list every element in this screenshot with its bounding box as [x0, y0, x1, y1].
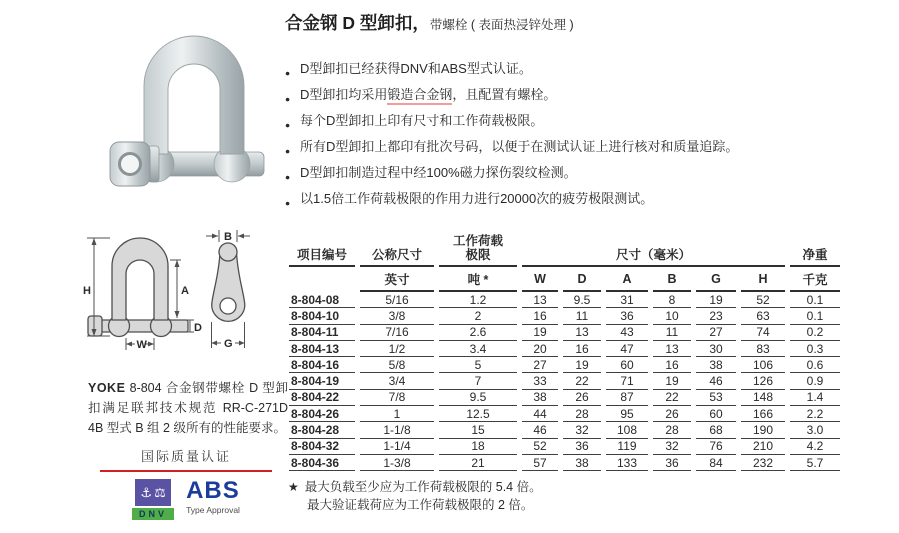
- dimension-diagram: [82, 222, 258, 358]
- feature-text: ，且配置有螺栓。: [452, 87, 557, 102]
- table-row: [289, 390, 840, 406]
- col-wll-line1: 工作荷载: [452, 234, 503, 248]
- spec-cell: 16: [653, 357, 691, 373]
- col-ton: 吨 *: [439, 267, 517, 292]
- page-title: [285, 10, 574, 35]
- spec-cell: 36: [653, 455, 691, 471]
- dim-label-w: W: [136, 339, 147, 351]
- spec-cell: 19: [563, 357, 601, 373]
- spec-cell: 5/8: [360, 357, 434, 373]
- dim-label-a: A: [181, 285, 189, 297]
- dim-label-d: D: [194, 322, 202, 334]
- spec-cell: 60: [606, 357, 648, 373]
- col-net-weight: 净重: [790, 234, 840, 267]
- item-no-cell: 8-804-11: [289, 325, 355, 341]
- spec-cell: 28: [563, 406, 601, 422]
- spec-cell: 46: [696, 373, 736, 389]
- spec-table-wrapper: [284, 234, 845, 471]
- spec-cell: 9.5: [563, 292, 601, 308]
- spec-cell: 71: [606, 373, 648, 389]
- shackle-photo: [108, 14, 272, 216]
- spec-cell: 84: [696, 455, 736, 471]
- spec-cell: 32: [563, 422, 601, 438]
- spec-cell: 0.6: [790, 357, 840, 373]
- spec-cell: 0.1: [790, 308, 840, 324]
- spec-cell: 95: [606, 406, 648, 422]
- spec-cell: 36: [563, 439, 601, 455]
- item-no-cell: 8-804-13: [289, 341, 355, 357]
- spec-cell: 15: [439, 422, 517, 438]
- footnotes: [288, 478, 542, 514]
- spec-cell: 52: [741, 292, 785, 308]
- spec-cell: 11: [653, 325, 691, 341]
- footnote-line1: [288, 478, 542, 496]
- spec-cell: 0.9: [790, 373, 840, 389]
- spec-cell: 76: [696, 439, 736, 455]
- spec-cell: 210: [741, 439, 785, 455]
- spec-cell: 3.4: [439, 341, 517, 357]
- col-wll: [439, 234, 517, 267]
- spec-cell: 3/4: [360, 373, 434, 389]
- feature-list: [285, 61, 885, 217]
- dnv-logo: [132, 479, 174, 520]
- spec-cell: 21: [439, 455, 517, 471]
- item-no-cell: 8-804-08: [289, 292, 355, 308]
- spec-cell: 1/2: [360, 341, 434, 357]
- spec-cell: 3/8: [360, 308, 434, 324]
- spec-cell: 148: [741, 390, 785, 406]
- footnote-line2: 最大验证载荷应为工作荷载极限的 2 倍。: [307, 498, 534, 512]
- spec-cell: 11: [563, 308, 601, 324]
- spec-cell: 1-1/8: [360, 422, 434, 438]
- spec-cell: 119: [606, 439, 648, 455]
- anchor-icon: ⚓: [140, 485, 153, 500]
- spec-cell: 2.6: [439, 325, 517, 341]
- spec-cell: 38: [563, 455, 601, 471]
- spec-cell: 0.3: [790, 341, 840, 357]
- table-row: [289, 292, 840, 308]
- spec-cell: 1-1/4: [360, 439, 434, 455]
- item-no-cell: 8-804-10: [289, 308, 355, 324]
- table-row: [289, 341, 840, 357]
- spec-cell: 133: [606, 455, 648, 471]
- spec-cell: 232: [741, 455, 785, 471]
- bullet-icon: ●: [285, 197, 291, 208]
- spec-cell: 30: [696, 341, 736, 357]
- col-item-no: 项目编号: [289, 234, 355, 267]
- compliance-note: [88, 378, 288, 438]
- title-main: 合金钢 D 型卸扣，: [285, 13, 430, 33]
- list-item: [285, 61, 885, 77]
- list-item: [285, 87, 885, 103]
- item-no-cell: 8-804-28: [289, 422, 355, 438]
- sub-header-row: [289, 267, 840, 292]
- list-item: [285, 165, 885, 181]
- feature-text: D型卸扣制造过程中经100%磁力探伤裂纹检测。: [300, 165, 577, 180]
- spec-cell: 16: [522, 308, 558, 324]
- spec-cell: 10: [653, 308, 691, 324]
- spec-cell: 20: [522, 341, 558, 357]
- spec-cell: 28: [653, 422, 691, 438]
- spec-cell: 5/16: [360, 292, 434, 308]
- col-a: A: [606, 267, 648, 292]
- spec-cell: 31: [606, 292, 648, 308]
- spec-cell: 18: [439, 439, 517, 455]
- list-item: [285, 139, 885, 155]
- col-w: W: [522, 267, 558, 292]
- bullet-icon: ●: [285, 67, 291, 78]
- spec-cell: 27: [696, 325, 736, 341]
- feature-text: D型卸扣均采用: [300, 87, 388, 102]
- dnv-label: DNV: [132, 508, 174, 520]
- spec-cell: 87: [606, 390, 648, 406]
- spec-cell: 1-3/8: [360, 455, 434, 471]
- certification-block: [100, 446, 272, 520]
- col-h: H: [741, 267, 785, 292]
- spec-cell: 38: [522, 390, 558, 406]
- feature-text: 以1.5倍工作荷载极限的作用力进行20000次的疲劳极限测试。: [300, 191, 654, 206]
- col-b: B: [653, 267, 691, 292]
- col-nominal-size: 公称尺寸: [360, 234, 434, 267]
- bullet-icon: ●: [285, 119, 291, 130]
- table-row: [289, 406, 840, 422]
- spec-cell: 126: [741, 373, 785, 389]
- certification-heading: 国际质量认证: [100, 446, 272, 472]
- item-no-cell: 8-804-26: [289, 406, 355, 422]
- col-kg: 千克: [790, 267, 840, 292]
- spec-cell: 22: [653, 390, 691, 406]
- item-no-cell: 8-804-32: [289, 439, 355, 455]
- table-row: [289, 422, 840, 438]
- col-d: D: [563, 267, 601, 292]
- dim-label-g: G: [224, 338, 233, 350]
- list-item: [285, 113, 885, 129]
- spec-cell: 19: [696, 292, 736, 308]
- spec-cell: 12.5: [439, 406, 517, 422]
- spec-table-body: [289, 292, 840, 471]
- group-header-row: [289, 234, 840, 267]
- abs-type-approval: Type Approval: [186, 505, 240, 515]
- bullet-icon: ●: [285, 93, 291, 104]
- table-row: [289, 439, 840, 455]
- brand-name: YOKE: [88, 380, 126, 395]
- feature-text: 每个D型卸扣上印有尺寸和工作荷载极限。: [300, 113, 544, 128]
- scales-icon: ⚖: [154, 485, 166, 500]
- spec-cell: 7/8: [360, 390, 434, 406]
- spec-cell: 43: [606, 325, 648, 341]
- spec-cell: 16: [563, 341, 601, 357]
- spec-cell: 53: [696, 390, 736, 406]
- spec-cell: 166: [741, 406, 785, 422]
- spec-cell: 26: [653, 406, 691, 422]
- spec-cell: 190: [741, 422, 785, 438]
- spec-table: [284, 234, 845, 471]
- col-empty: [289, 267, 355, 292]
- bullet-icon: ●: [285, 171, 291, 182]
- spec-cell: 63: [741, 308, 785, 324]
- spec-cell: 108: [606, 422, 648, 438]
- spec-cell: 83: [741, 341, 785, 357]
- spec-cell: 5.7: [790, 455, 840, 471]
- spec-cell: 27: [522, 357, 558, 373]
- spec-cell: 8: [653, 292, 691, 308]
- list-item: [285, 191, 885, 207]
- spec-cell: 60: [696, 406, 736, 422]
- spec-cell: 1: [360, 406, 434, 422]
- spec-cell: 1.2: [439, 292, 517, 308]
- spec-cell: 2: [439, 308, 517, 324]
- spec-cell: 1.4: [790, 390, 840, 406]
- spec-cell: 26: [563, 390, 601, 406]
- spec-cell: 33: [522, 373, 558, 389]
- spec-cell: 44: [522, 406, 558, 422]
- item-no-cell: 8-804-36: [289, 455, 355, 471]
- spec-cell: 13: [563, 325, 601, 341]
- abs-label: ABS: [186, 477, 240, 504]
- spec-cell: 23: [696, 308, 736, 324]
- spec-cell: 32: [653, 439, 691, 455]
- spec-cell: 0.1: [790, 292, 840, 308]
- item-no-cell: 8-804-19: [289, 373, 355, 389]
- spec-cell: 7/16: [360, 325, 434, 341]
- spec-cell: 2.2: [790, 406, 840, 422]
- spec-cell: 47: [606, 341, 648, 357]
- spec-cell: 3.0: [790, 422, 840, 438]
- col-dimensions: 尺寸（毫米）: [522, 234, 785, 267]
- underlined-term: 锻造合金钢: [387, 87, 452, 105]
- certification-logos: [100, 479, 272, 520]
- spec-cell: 13: [522, 292, 558, 308]
- footnote-text: 最大负载至少应为工作荷载极限的 5.4 倍。: [304, 480, 542, 494]
- spec-cell: 13: [653, 341, 691, 357]
- table-row: [289, 325, 840, 341]
- spec-cell: 7: [439, 373, 517, 389]
- table-row: [289, 373, 840, 389]
- dim-label-h: H: [83, 285, 91, 297]
- spec-cell: 38: [696, 357, 736, 373]
- spec-cell: 5: [439, 357, 517, 373]
- title-sub: 带螺栓 ( 表面热浸锌处理 ): [429, 18, 574, 32]
- table-row: [289, 455, 840, 471]
- star-icon: ★: [288, 480, 299, 494]
- table-row: [289, 357, 840, 373]
- spec-cell: 36: [606, 308, 648, 324]
- spec-cell: 57: [522, 455, 558, 471]
- dnv-emblem: [135, 479, 171, 506]
- spec-cell: 68: [696, 422, 736, 438]
- col-inch: 英寸: [360, 267, 434, 292]
- table-row: [289, 308, 840, 324]
- spec-cell: 0.2: [790, 325, 840, 341]
- spec-cell: 52: [522, 439, 558, 455]
- compliance-text: 8-804 合金钢带螺栓 D 型卸扣满足联邦技术规范 RR-C-271D 4B 型式 B 组 2 级所有的性能要求。: [88, 380, 288, 435]
- dim-label-b: B: [224, 231, 232, 243]
- spec-cell: 19: [653, 373, 691, 389]
- item-no-cell: 8-804-16: [289, 357, 355, 373]
- feature-text: 所有D型卸扣上都印有批次号码，以便于在测试认证上进行核对和质量追踪。: [300, 139, 739, 154]
- spec-cell: 4.2: [790, 439, 840, 455]
- shackle-bow: [144, 36, 244, 154]
- pin-eye-hole: [120, 154, 141, 175]
- spec-cell: 22: [563, 373, 601, 389]
- bullet-icon: ●: [285, 145, 291, 156]
- spec-cell: 74: [741, 325, 785, 341]
- spec-cell: 19: [522, 325, 558, 341]
- feature-text: D型卸扣已经获得DNV和ABS型式认证。: [300, 61, 532, 76]
- col-g: G: [696, 267, 736, 292]
- spec-cell: 9.5: [439, 390, 517, 406]
- abs-logo: [186, 479, 240, 515]
- spec-cell: 46: [522, 422, 558, 438]
- spec-cell: 106: [741, 357, 785, 373]
- item-no-cell: 8-804-22: [289, 390, 355, 406]
- col-wll-line2: 极限: [465, 248, 491, 262]
